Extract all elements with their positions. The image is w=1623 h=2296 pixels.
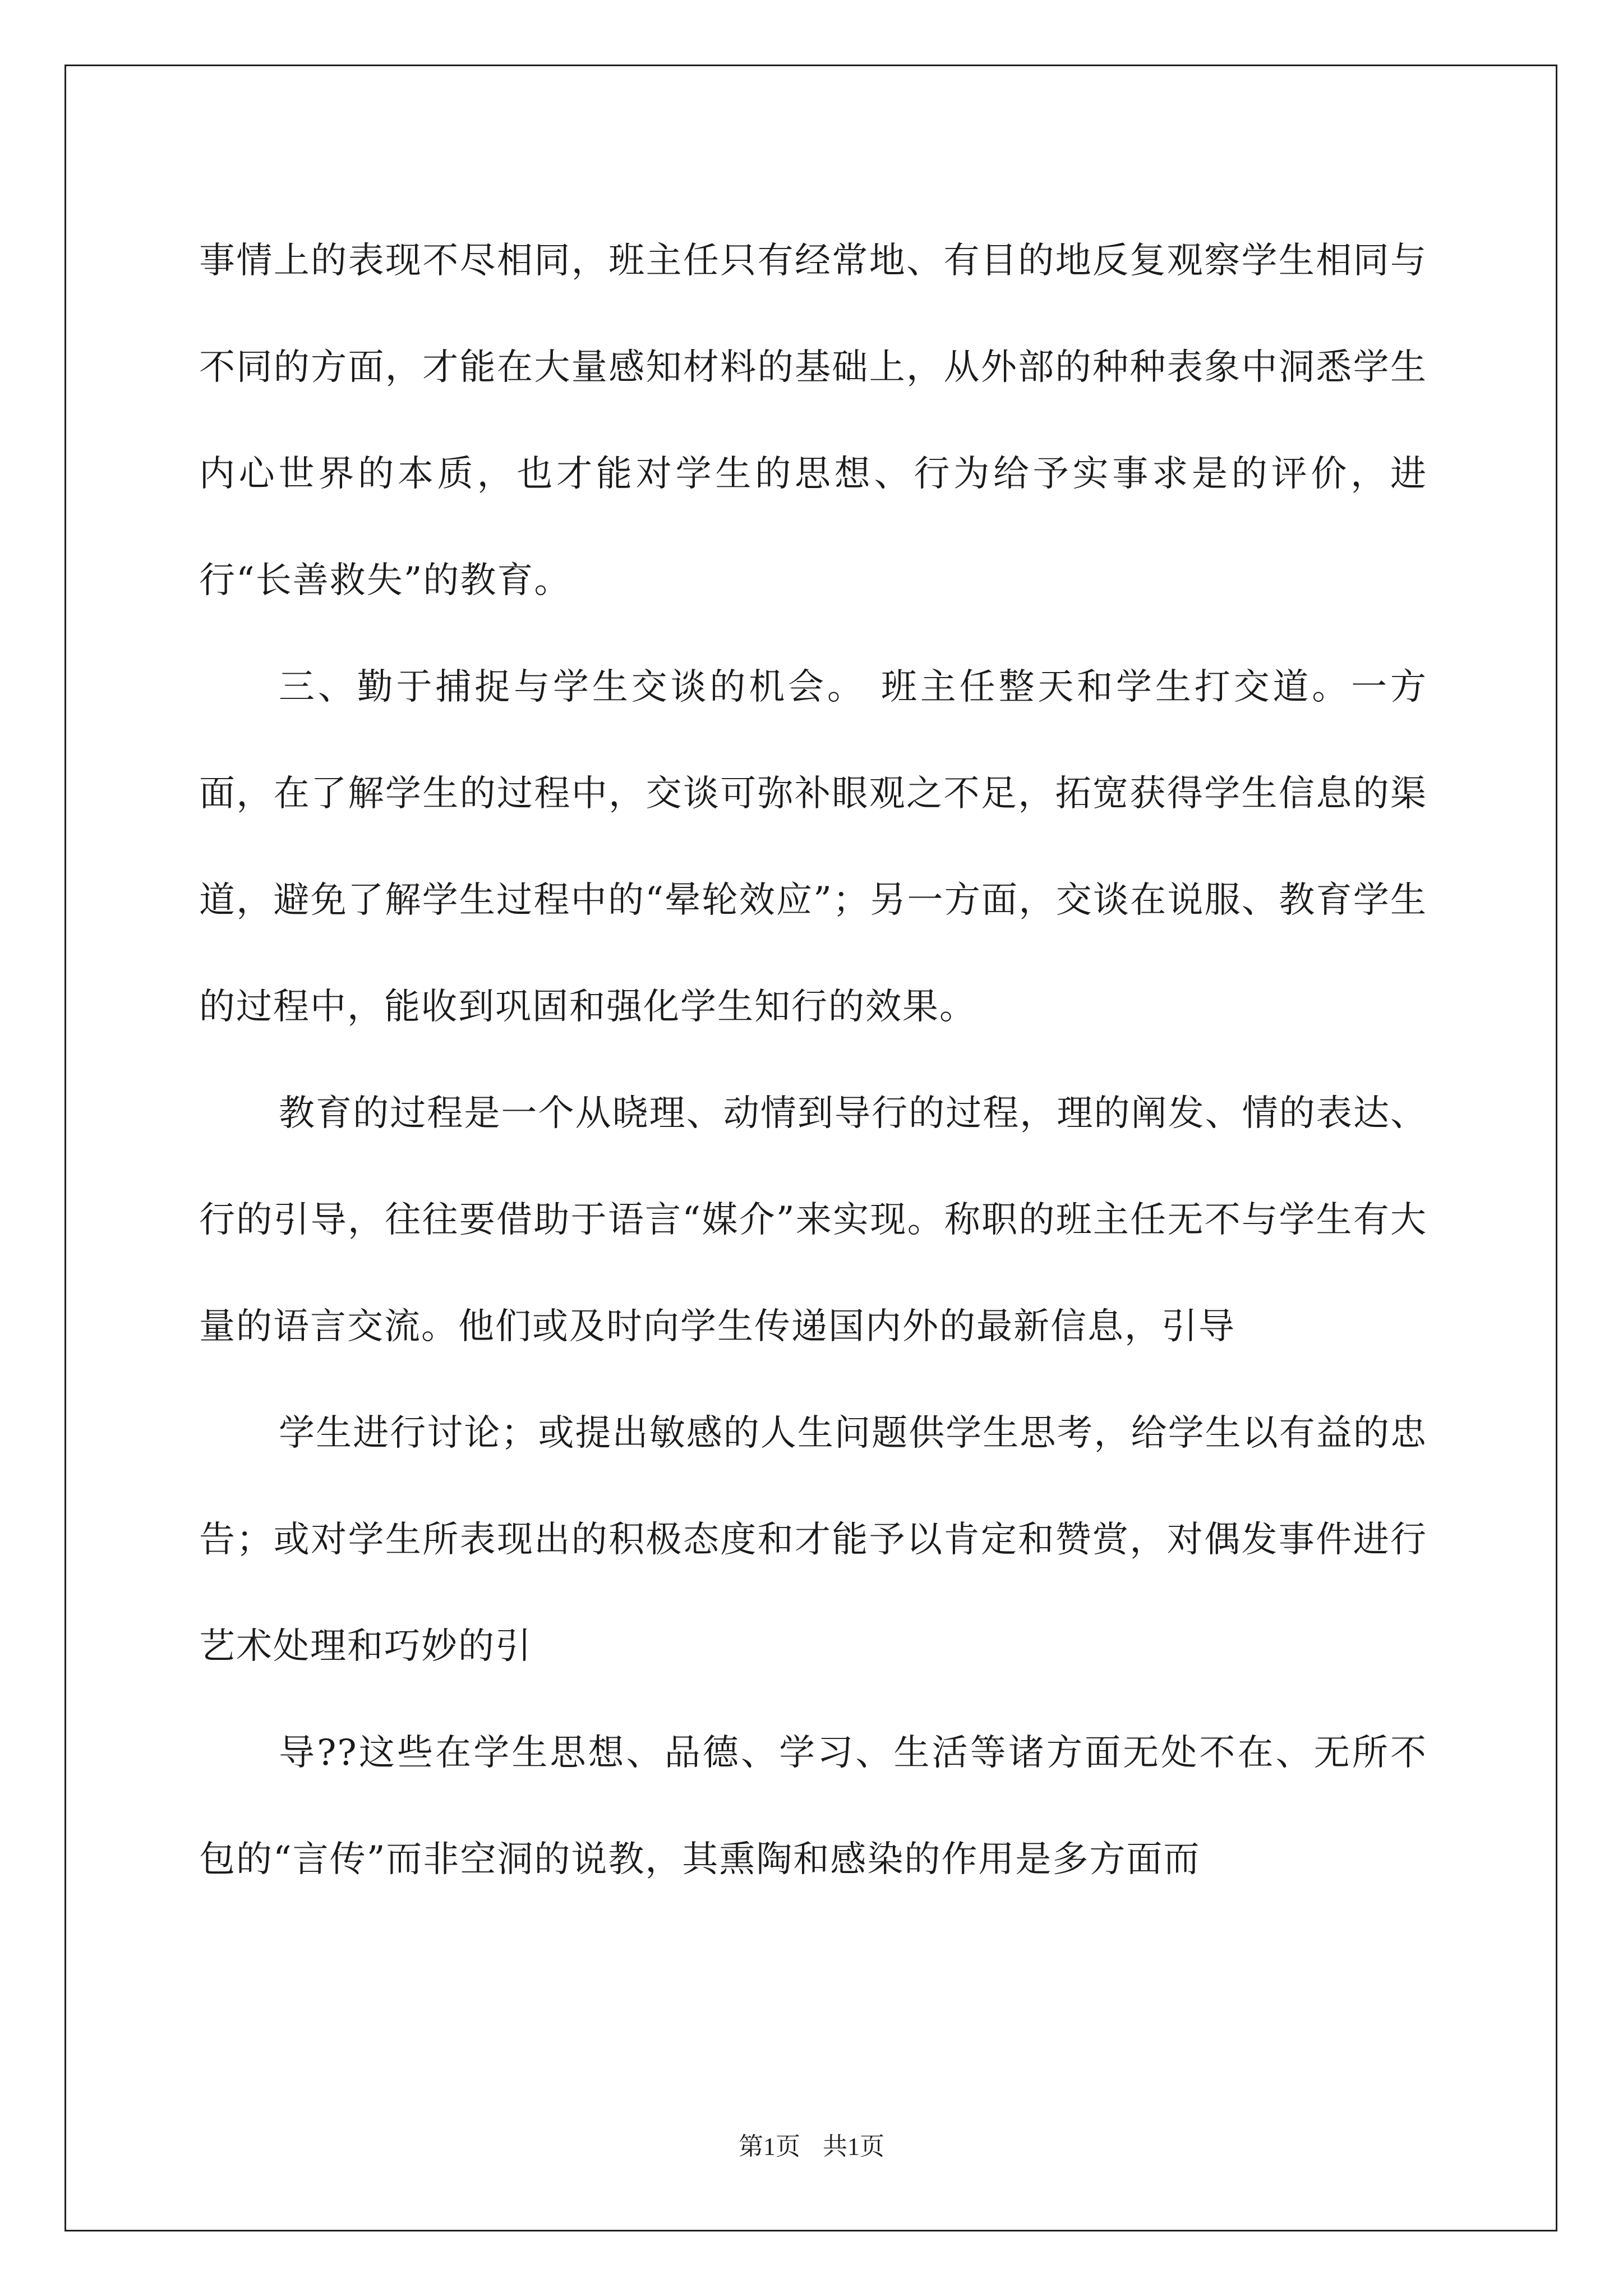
paragraph-2: 三、勤于捕捉与学生交谈的机会。 班主任整天和学生打交道。一方面，在了解学生的过程中，交谈可弥补眼观之不足，拓宽获得学生信息的渠道，避免了解学生过程中的“晕轮效应”；另一方面，交谈在说服、教育学生的过程中，能收到巩固和强化学生知行的效果。 [199,666,1427,1028]
page-footer [0,2126,1623,2162]
paragraph-4: 学生进行讨论；或提出敏感的人生问题供学生思考，给学生以有益的忠告；或对学生所表现出的积极态度和才能予以肯定和赞赏，对偶发事件进行艺术处理和巧妙的引 [199,1412,1427,1667]
paragraph-5: 导??这些在学生思想、品德、学习、生活等诸方面无处不在、无所不包的“言传”而非空洞的说教，其熏陶和感染的作用是多方面而 [199,1732,1427,1880]
document-body [199,208,1427,1913]
page-number: 第1页 [739,2133,800,2160]
page-total: 共1页 [823,2133,884,2160]
paragraph-3: 教育的过程是一个从晓理、动情到导行的过程，理的阐发、情的表达、行的引导，往往要借助于语言“媒介”来实现。称职的班主任无不与学生有大量的语言交流。他们或及时向学生传递国内外的最新信息，引导 [199,1093,1427,1347]
paragraph-1: 事情上的表现不尽相同，班主任只有经常地、有目的地反复观察学生相同与不同的方面，才能在大量感知材料的基础上，从外部的种种表象中洞悉学生内心世界的本质，也才能对学生的思想、行为给予实事求是的评价，进行“长善救失”的教育。 [199,240,1427,601]
